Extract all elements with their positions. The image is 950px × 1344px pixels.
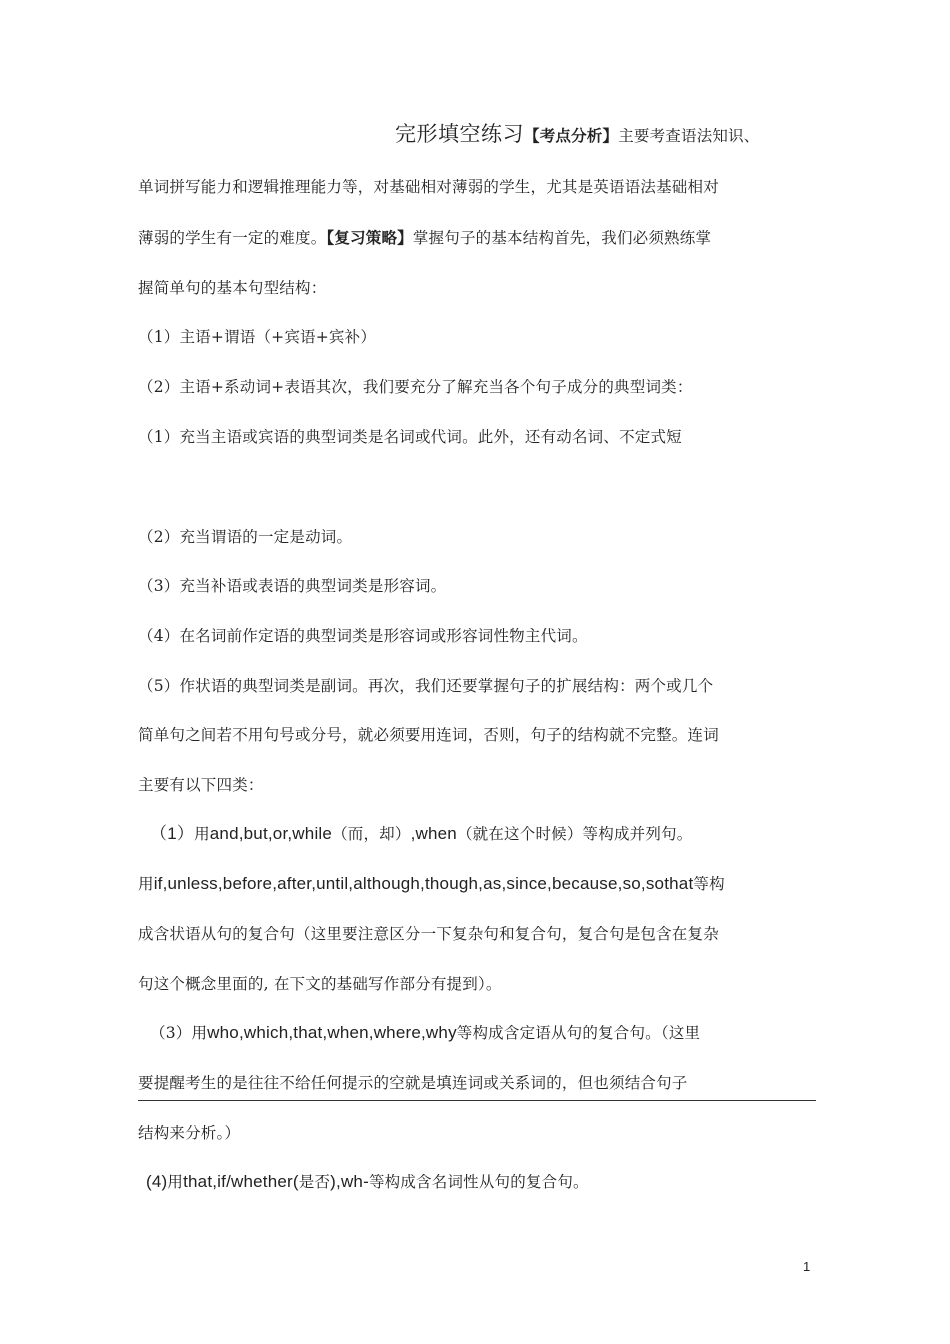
line-17-text: 句这个概念里面的, 在下文的基础写作部分有提到）。 (138, 975, 502, 993)
line-20-text: 结构来分析。） (138, 1124, 241, 1142)
paragraph-line (138, 177, 719, 197)
line-15b-text: 等构 (693, 875, 725, 893)
list-item (146, 1172, 589, 1192)
line-15a-text: 用 (138, 875, 154, 893)
exam-analysis-heading: 【考点分析】 (524, 126, 619, 145)
list-number: （1） (150, 824, 195, 843)
line-19-text: 要提醒考生的是往往不给任何提示的空就是填连词或关系词的，但也须结合句子 (138, 1074, 688, 1092)
paragraph-line (138, 278, 326, 298)
list-text: 充当补语或表语的典型词类是形容词。 (179, 577, 447, 595)
list-text: （就在这个时候）等构成并列句。 (456, 825, 693, 843)
list-number: （5） (138, 677, 180, 695)
horizontal-rule (138, 1100, 816, 1101)
list-number: （2） (138, 378, 180, 396)
list-item (138, 527, 352, 547)
line-16-text: 成含状语从句的复合句（这里要注意区分一下复杂句和复合句，复合句是包含在复杂 (138, 925, 719, 943)
list-number: （1） (138, 328, 180, 346)
paragraph-line (138, 924, 719, 944)
list-text: 主语+谓语（+宾语+宾补） (179, 328, 377, 346)
list-text: 在名词前作定语的典型词类是形容词或形容词性物主代词。 (179, 627, 588, 645)
paragraph-line (138, 228, 711, 248)
paragraph-line (138, 725, 719, 745)
line-3b-text: 掌握句子的基本结构首先，我们必须熟练掌 (412, 229, 712, 247)
latin-term: ,when (410, 824, 457, 843)
latin-term: that,if/whether( (183, 1172, 299, 1191)
latin-term: and,but,or,while (209, 824, 333, 843)
list-item (138, 576, 446, 596)
line-1-text: 主要考查语法知识、 (618, 127, 760, 145)
list-item (138, 377, 693, 397)
list-text: 充当主语或宾语的典型词类是名词或代词。此外，还有动名词、不定式短 (179, 428, 682, 446)
list-item (138, 327, 376, 347)
line-2-text: 单词拼写能力和逻辑推理能力等，对基础相对薄弱的学生，尤其是英语语法基础相对 (138, 178, 719, 196)
latin-term: ),wh- (330, 1172, 369, 1191)
latin-term: if,unless,before,after,until,although,though,as,since,because,so,sothat (153, 874, 694, 893)
list-text: 是否 (298, 1173, 331, 1191)
page-number: 1 (803, 1259, 811, 1274)
title-line (395, 124, 760, 146)
list-number: （3） (138, 577, 180, 595)
list-number: （4） (138, 627, 180, 645)
list-text: 充当谓语的一定是动词。 (179, 528, 353, 546)
paragraph-line (138, 974, 502, 994)
list-item (138, 676, 713, 696)
list-text: 作状语的典型词类是副词。再次，我们还要掌握句子的扩展结构：两个或几个 (179, 677, 714, 695)
line-3a-text: 薄弱的学生有一定的难度。 (138, 229, 327, 247)
list-number: (4) (146, 1172, 168, 1191)
list-text: 主语+系动词+表语其次，我们要充分了解充当各个句子成分的典型词类： (179, 378, 693, 396)
list-text: 等构成含定语从句的复合句。（这里 (456, 1024, 701, 1042)
list-text: （而，却） (332, 825, 411, 843)
list-text: 等构成含名词性从句的复合句。 (368, 1173, 589, 1191)
list-item (150, 1023, 700, 1043)
list-item (138, 626, 588, 646)
paragraph-line (138, 775, 264, 795)
list-text: 用 (194, 825, 210, 843)
review-strategy-heading: 【复习策略】 (326, 228, 413, 247)
latin-term: who,which,that,when,where,why (207, 1023, 457, 1042)
list-item (138, 427, 682, 447)
document-title: 完形填空练习 (395, 122, 524, 146)
list-text: 用 (167, 1173, 184, 1191)
paragraph-line (138, 1073, 688, 1093)
list-number: （1） (138, 428, 180, 446)
list-text: （3）用 (150, 1024, 208, 1042)
line-13-text: 主要有以下四类： (138, 776, 264, 794)
list-item (150, 824, 692, 844)
paragraph-line (138, 1123, 240, 1143)
line-12-text: 简单句之间若不用句号或分号，就必须要用连词，否则，句子的结构就不完整。连词 (138, 726, 719, 744)
line-4-text: 握简单句的基本句型结构： (138, 279, 327, 297)
list-number: （2） (138, 528, 180, 546)
paragraph-line (138, 874, 725, 894)
